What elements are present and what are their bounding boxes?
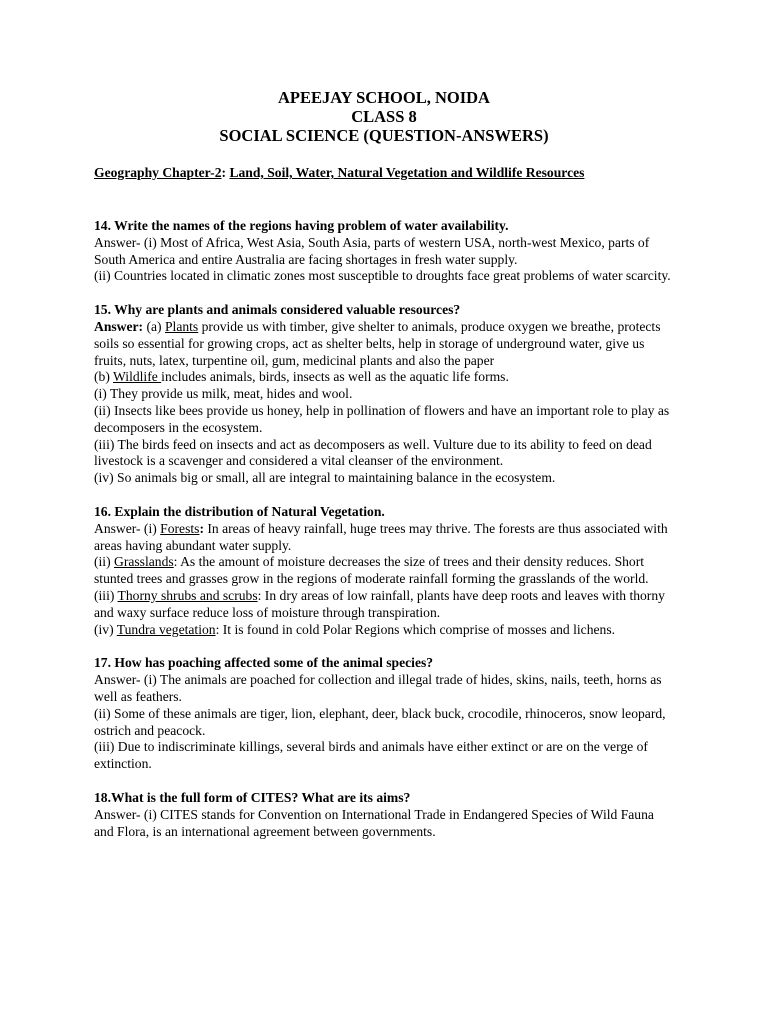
answer-15-a xyxy=(94,319,672,369)
answer-16-iii xyxy=(94,588,672,622)
answer-17-iii: (iii) Due to indiscriminate killings, several birds and animals have either extinct or are on the verge of extinction. xyxy=(94,739,648,772)
answer-15-b-prefix: (b) xyxy=(94,369,114,385)
question-block-18 xyxy=(94,790,672,840)
question-block-17 xyxy=(94,655,672,773)
subject-title: SOCIAL SCIENCE (QUESTION-ANSWERS) xyxy=(219,126,549,145)
school-name: APEEJAY SCHOOL, NOIDA xyxy=(278,88,490,107)
answer-16-ii-text: : As the amount of moisture decreases the size of trees and their density reduces. Short stunted trees and grasses grow in the regions of moderate rainfall forming the grasslands of the world. xyxy=(94,554,649,587)
document-header xyxy=(0,88,768,145)
answer-15-b xyxy=(94,369,672,386)
answer-15-iii: (iii) The birds feed on insects and act as decomposers as well. Vulture due to its ability to feed on dead livestock is a scavenger and considered a vital cleanser of the environment. xyxy=(94,436,652,469)
answer-17-i: Answer- (i) The animals are poached for collection and illegal trade of hides, skins, nails, teeth, horns as well as feathers. xyxy=(94,672,662,704)
answer-16-iii-prefix: (iii) xyxy=(94,587,118,603)
chapter-heading xyxy=(94,165,694,182)
term-plants: Plants xyxy=(164,318,199,334)
answer-16-i-prefix: Answer- (i) xyxy=(94,520,161,536)
term-tundra: Tundra vegetation xyxy=(116,621,216,637)
answer-16-i-text: In areas of heavy rainfall, huge trees may thrive. The forests are thus associated with areas having abundant water supply. xyxy=(94,520,668,553)
answer-15-iv: (iv) So animals big or small, all are integral to maintaining balance in the ecosystem. xyxy=(94,470,556,486)
term-forests-colon: : xyxy=(199,520,204,536)
answer-18-i: Answer- (i) CITES stands for Convention on International Trade in Endangered Species of Wild Fauna and Flora, is an international agreement between governments. xyxy=(94,806,654,839)
question-15: 15. Why are plants and animals considered valuable resources? xyxy=(94,302,461,318)
answer-17-ii: (ii) Some of these animals are tiger, lion, elephant, deer, black buck, crocodile, rhinoceros, snow leopard, ostrich and peacock. xyxy=(94,705,666,738)
term-wildlife: Wildlife xyxy=(113,369,162,385)
question-16: 16. Explain the distribution of Natural Vegetation. xyxy=(94,503,385,519)
class-label: CLASS 8 xyxy=(351,107,417,126)
answer-15-a-text: provide us with timber, give shelter to animals, produce oxygen we breathe, protects soils so essential for growing crops, act as shelter belts, help in storage of underground water, give us fruits, nuts, latex, turpentine oil, gum, medicinal plants and also the paper xyxy=(94,318,661,368)
answer-label: Answer: xyxy=(94,318,144,334)
answer-16-ii xyxy=(94,554,672,588)
chapter-separator: : xyxy=(221,165,227,180)
question-block-14 xyxy=(94,218,672,285)
question-14: 14. Write the names of the regions having problem of water availability. xyxy=(94,218,509,233)
answer-14-i: Answer- (i) Most of Africa, West Asia, South Asia, parts of western USA, north-west Mexico, parts of South America and entire Australia are facing shortages in fresh water supply. xyxy=(94,234,650,267)
chapter-label: Geography Chapter-2 xyxy=(94,165,222,180)
answer-16-iv-prefix: (iv) xyxy=(94,621,117,637)
answer-16-iv-text: : It is found in cold Polar Regions which comprise of mosses and lichens. xyxy=(215,621,616,637)
term-thorny-shrubs: Thorny shrubs and scrubs xyxy=(117,587,258,603)
answer-16-ii-prefix: (ii) xyxy=(94,554,115,570)
answer-16-iii-text: : In dry areas of low rainfall, plants have deep roots and leaves with thorny and waxy surface reduce loss of moisture through transpiration. xyxy=(94,587,665,620)
answer-15-a-prefix: (a) xyxy=(143,318,165,334)
chapter-title: Land, Soil, Water, Natural Vegetation and Wildlife Resources xyxy=(229,165,585,180)
question-17: 17. How has poaching affected some of the animal species? xyxy=(94,655,434,671)
term-grasslands: Grasslands xyxy=(114,554,174,570)
answer-14-ii: (ii) Countries located in climatic zones most susceptible to droughts face great problems of water scarcity. xyxy=(94,268,671,284)
answer-16-i xyxy=(94,521,672,555)
question-block-15 xyxy=(94,302,672,487)
qa-content xyxy=(94,218,672,857)
answer-15-b-text: includes animals, birds, insects as well as the aquatic life forms. xyxy=(161,369,509,385)
answer-16-iv xyxy=(94,622,672,639)
question-18: 18.What is the full form of CITES? What are its aims? xyxy=(94,789,411,805)
answer-15-i: (i) They provide us milk, meat, hides and wool. xyxy=(94,386,353,402)
term-forests: Forests xyxy=(160,520,200,536)
question-block-16 xyxy=(94,504,672,638)
answer-15-ii: (ii) Insects like bees provide us honey, help in pollination of flowers and have an important role to play as decomposers in the ecosystem. xyxy=(94,402,670,435)
